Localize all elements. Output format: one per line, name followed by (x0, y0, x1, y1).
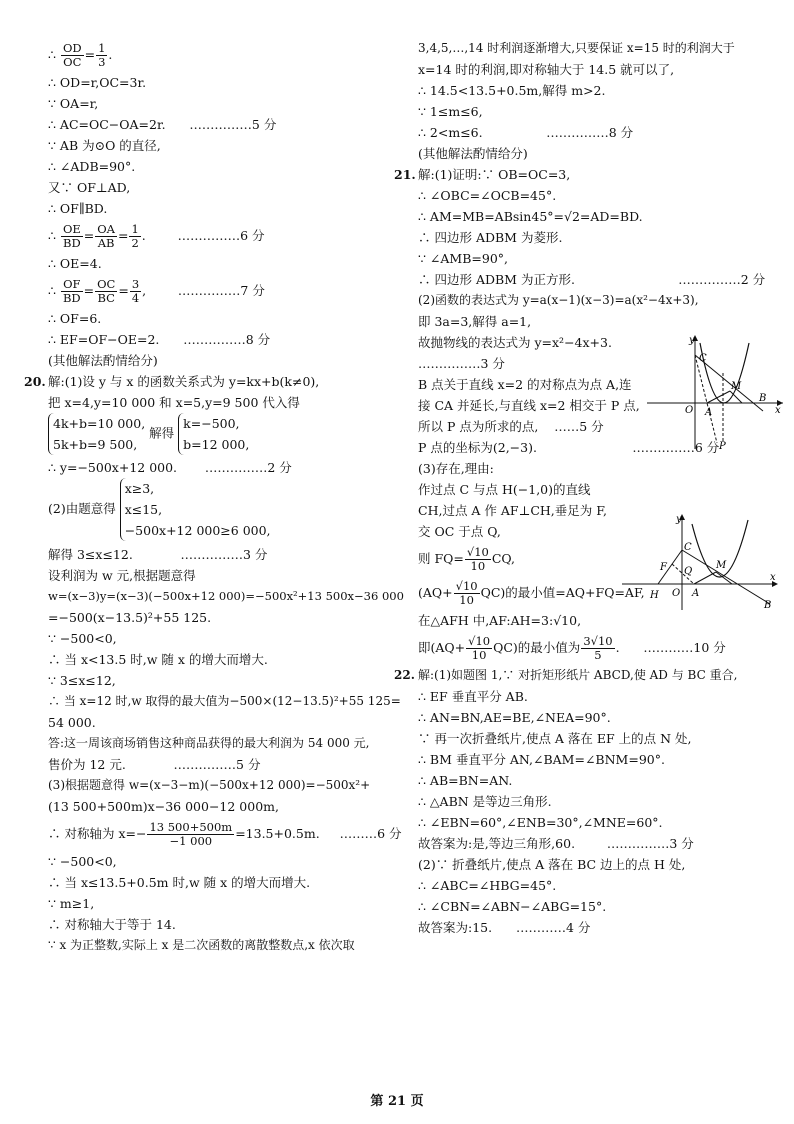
label: A (705, 407, 713, 418)
label: B (764, 600, 772, 611)
equation: 5k+b=9 500, (53, 437, 138, 452)
line: 20. 解:(1)设 y 与 x 的函数关系式为 y=kx+b(k≠0), (24, 374, 320, 389)
label: Q (684, 566, 693, 577)
line: ∴ $\frac{OF}{BD}$ = $\frac{OC}{BC}$ = $\frac{3}{4}$ , ……………7 分 (48, 277, 265, 305)
score: ……………6 分 (177, 228, 265, 243)
fraction (147, 821, 234, 848)
line: ∴ BM 垂直平分 AN,∠BAM=∠BNM=90°. (418, 752, 665, 767)
label: H (650, 590, 659, 601)
line: ∴ AB=BN=AN. (418, 773, 513, 788)
text: . (615, 640, 620, 655)
line: ∴ AN=BN,AE=BE,∠NEA=90°. (418, 710, 611, 725)
equation: x≥3, (124, 481, 155, 496)
label: C (699, 353, 707, 364)
text: ∴ (48, 283, 56, 298)
line: 作过点 C 与点 H(−1,0)的直线 (418, 482, 591, 497)
line (48, 114, 398, 135)
segment-am (694, 572, 716, 584)
denominator: −1 000 (169, 834, 213, 848)
line: ∴ EF 垂直平分 AB. (418, 689, 528, 704)
line: ∴ 14.5<13.5+0.5m,解得 m>2. (418, 83, 606, 98)
numerator: √10 (468, 634, 491, 648)
line: (2)∵ 折叠纸片,使点 A 落在 BC 边上的点 H 处, (418, 857, 686, 872)
denominator: 3 (98, 55, 106, 69)
line: (13 500+500m)x−36 000−12 000m, (48, 799, 279, 814)
line (48, 329, 398, 350)
label: O (672, 588, 681, 599)
label: C (684, 542, 692, 553)
denominator: BC (97, 291, 115, 305)
text: QC)的最小值为 (493, 640, 581, 655)
fraction (61, 278, 83, 305)
line: x=14 时的利润,即对称轴大于 14.5 就可以了, (418, 62, 675, 77)
line: ∴ 当 x=12 时,w 取得的最大值为−500×(12−13.5)²+55 125= (48, 694, 401, 708)
line: ∴ ∠ADB=90°. (48, 159, 136, 174)
fraction (61, 223, 83, 250)
text: 解:(1)如题图 1,∵ 对折矩形纸片 ABCD,使 AD 与 BC 重合, (418, 668, 738, 682)
text: 故答案为:15. (418, 920, 493, 935)
line: ∴ 当 x≤13.5+0.5m 时,w 随 x 的增大而增大. (48, 875, 311, 890)
score: ……………6 分 (632, 440, 720, 455)
text: ∴ 四边形 ADBM 为正方形. (418, 272, 575, 287)
line: 54 000. (48, 715, 96, 730)
text: 故答案为:是,等边三角形,60. (418, 836, 576, 851)
line: (其他解法酌情给分) (418, 146, 528, 161)
right-column (394, 38, 768, 938)
line: ∵ 3≤x≤12, (48, 673, 116, 688)
line: w=(x−3)y=(x−3)(−500x+12 000)=−500x²+13 500x−36 000 (48, 589, 404, 603)
text: 解:(1)设 y 与 x 的函数关系式为 y=kx+b(k≠0), (48, 374, 320, 389)
fraction (95, 223, 117, 250)
equation: x≤15, (124, 502, 163, 517)
left-column (24, 38, 404, 956)
fraction (61, 42, 84, 69)
denominator: 2 (131, 236, 139, 250)
text: 所以 P 点为所求的点, (418, 419, 539, 434)
label: M (716, 560, 727, 571)
line (418, 917, 768, 938)
text: (AQ+ (418, 585, 453, 600)
line: =−500(x−13.5)²+55 125. (48, 610, 212, 625)
line (418, 631, 768, 665)
line: ……………3 分 (418, 356, 505, 371)
equation: −500x+12 000≥6 000, (124, 523, 271, 538)
line: ∴ 四边形 ADBM 为菱形. (418, 230, 563, 245)
numerator: √10 (455, 579, 478, 593)
line: ∴ △ABN 是等边三角形. (418, 794, 552, 809)
line: 即 3a=3,解得 a=1, (418, 314, 532, 329)
line: B 点关于直线 x=2 的对称点为点 A,连 (418, 377, 632, 392)
score: …………4 分 (515, 920, 591, 935)
numerator: 3 (131, 277, 140, 291)
line (48, 38, 398, 72)
text: (2)由题意得 (48, 501, 116, 516)
line (48, 457, 398, 478)
line: (其他解法酌情给分) (48, 353, 158, 368)
label: x (775, 405, 781, 416)
line (48, 817, 402, 851)
line (418, 122, 768, 143)
figure-parabola-1 (645, 333, 785, 451)
text: ∴ 对称轴为 x=− (48, 826, 147, 841)
line: ∴ OE=4. (48, 256, 102, 271)
line: 把 x=4,y=10 000 和 x=5,y=9 500 代入得 (48, 395, 300, 410)
line: ∴ ∠EBN=60°,∠ENB=30°,∠MNE=60°. (418, 815, 663, 830)
numerator: 1 (131, 222, 139, 236)
numerator: 13 500+500m (149, 820, 233, 834)
score: ………6 分 (339, 826, 402, 841)
line: ∵ m≥1, (48, 896, 95, 911)
score: ……………8 分 (546, 125, 634, 140)
line (418, 833, 768, 854)
line: 22. 解:(1)如题图 1,∵ 对折矩形纸片 ABCD,使 AD 与 BC 重合, (394, 668, 738, 682)
line (48, 544, 398, 565)
text: 解得 3≤x≤12. (48, 547, 133, 562)
score: ……………7 分 (177, 283, 265, 298)
line: ∵ 再一次折叠纸片,使点 A 落在 EF 上的点 N 处, (418, 731, 692, 746)
denominator: 10 (459, 593, 474, 607)
line: 3,4,5,…,14 时利润逐渐增大,只要保证 x=15 时的利润大于 (418, 41, 735, 55)
line: ∴ ∠OBC=∠OCB=45°. (418, 188, 557, 203)
numerator: OF (61, 278, 83, 292)
line: ∴ AM=MB=ABsin45°=√2=AD=BD. (418, 209, 643, 224)
text: ∴ (48, 47, 56, 62)
line: 交 OC 于点 Q, (418, 524, 501, 539)
text: 解:(1)证明:∵ OB=OC=3, (418, 167, 571, 182)
score: ……………3 分 (180, 547, 268, 562)
numerator: 3√10 (583, 634, 613, 648)
text: ∴ (48, 228, 56, 243)
equation: b=12 000, (183, 437, 250, 452)
line: 在△AFH 中,AF:AH=3:√10, (418, 613, 582, 628)
denominator: OC (63, 55, 82, 69)
equation-system (178, 413, 249, 455)
fraction (95, 278, 117, 305)
label: A (692, 588, 700, 599)
numerator: √10 (466, 545, 489, 559)
line: (3)根据题意得 w=(x−3−m)(−500x+12 000)=−500x²+ (48, 778, 371, 792)
fraction (96, 42, 107, 69)
text: 则 FQ= (418, 551, 464, 566)
label: y (676, 514, 682, 525)
label: B (759, 393, 767, 404)
equation-system (120, 478, 271, 541)
line: ∵ x 为正整数,实际上 x 是二次函数的离散整数点,x 依次取 (48, 938, 355, 952)
fraction (130, 278, 141, 305)
equation: 4k+b=10 000, (53, 416, 146, 431)
numerator: OA (97, 222, 115, 236)
score: ……………5 分 (173, 757, 261, 772)
text: = (84, 47, 96, 62)
label: P (719, 441, 726, 451)
score: ……………2 分 (678, 272, 766, 287)
line: ∴ 对称轴大于等于 14. (48, 917, 176, 932)
denominator: 10 (471, 648, 487, 662)
denominator: 5 (594, 648, 602, 662)
line: ∵ −500<0, (48, 854, 117, 869)
numerator: OD (62, 41, 82, 55)
line: ∴ ∠CBN=∠ABN−∠ABG=15°. (418, 899, 607, 914)
line: ∵ −500<0, (48, 631, 117, 646)
score: ……………3 分 (606, 836, 694, 851)
text: 解得 (149, 425, 175, 441)
fraction (466, 635, 492, 662)
denominator: BD (63, 236, 81, 250)
score: ……………5 分 (189, 117, 277, 132)
figure-parabola-2 (620, 512, 780, 612)
line: ∵ 1≤m≤6, (418, 104, 483, 119)
text: 售价为 12 元. (48, 757, 126, 772)
segment-mb (716, 572, 732, 584)
score: ……5 分 (554, 419, 604, 434)
line: ∵ AB 为⊙O 的直径, (48, 138, 161, 153)
text: 即(AQ+ (418, 640, 466, 655)
line: 故抛物线的表达式为 y=x²−4x+3. (418, 335, 612, 350)
equation-system (48, 413, 145, 455)
text: CQ, (491, 551, 516, 566)
segment-am (707, 391, 730, 403)
numerator: OE (62, 222, 81, 236)
numerator: 1 (98, 41, 106, 55)
line: ∵ ∠AMB=90°, (418, 251, 509, 266)
score: ……………8 分 (183, 332, 271, 347)
score: …………10 分 (643, 640, 726, 655)
line: 答:这一周该商场销售这种商品获得的最大利润为 54 000 元, (48, 736, 370, 750)
fraction (454, 580, 480, 607)
label: M (731, 381, 742, 392)
equation: k=−500, (183, 416, 240, 431)
page-footer: 第 21 页 (370, 1094, 424, 1109)
text: ∴ y=−500x+12 000. (48, 460, 178, 475)
line: ∴ OF∥BD. (48, 201, 108, 216)
line: 21. 解:(1)证明:∵ OB=OC=3, (394, 167, 571, 182)
denominator: 10 (470, 559, 486, 573)
fraction (465, 546, 491, 573)
text: ∴ 2<m≤6. (418, 125, 483, 140)
denominator: BD (62, 291, 81, 305)
line: 设利润为 w 元,根据题意得 (48, 568, 196, 583)
text: QC)的最小值=AQ+FQ=AF, (480, 585, 645, 600)
label: y (689, 335, 695, 346)
label: x (770, 572, 776, 583)
line: (2)函数的表达式为 y=a(x−1)(x−3)=a(x²−4x+3), (418, 293, 699, 307)
text: P 点的坐标为(2,−3). (418, 440, 537, 455)
denominator: AB (97, 236, 115, 250)
label: O (685, 405, 694, 416)
numerator: OC (97, 277, 116, 291)
line: ∴ 当 x<13.5 时,w 随 x 的增大而增大. (48, 652, 268, 667)
line (48, 478, 398, 544)
label: F (660, 562, 667, 573)
line: ∴ ∠ABC=∠HBG=45°. (418, 878, 557, 893)
text: =13.5+0.5m. (235, 826, 320, 841)
line (48, 754, 398, 775)
text: ∴ EF=OF−OE=2. (48, 332, 160, 347)
line (48, 413, 398, 457)
fraction (581, 635, 614, 662)
line: ∴ $\frac{OE}{BD}$ = $\frac{OA}{AB}$ = $\frac{1}{2}$ . ……………6 分 (48, 222, 265, 250)
line: ∴ OD=r,OC=3r. (48, 75, 147, 90)
fraction (129, 223, 140, 250)
line: 接 CA 并延长,与直线 x=2 相交于 P 点, (418, 398, 640, 413)
denominator: 4 (131, 291, 140, 305)
text: . (108, 47, 113, 62)
score: ……………2 分 (204, 460, 292, 475)
line (418, 269, 768, 290)
line: ∴ OF=6. (48, 311, 102, 326)
line: (3)存在,理由: (418, 461, 494, 476)
line: ∵ OA=r, (48, 96, 99, 111)
line: CH,过点 A 作 AF⊥CH,垂足为 F, (418, 503, 607, 518)
text: ∴ AC=OC−OA=2r. (48, 117, 166, 132)
line: 又∵ OF⊥AD, (48, 180, 131, 195)
